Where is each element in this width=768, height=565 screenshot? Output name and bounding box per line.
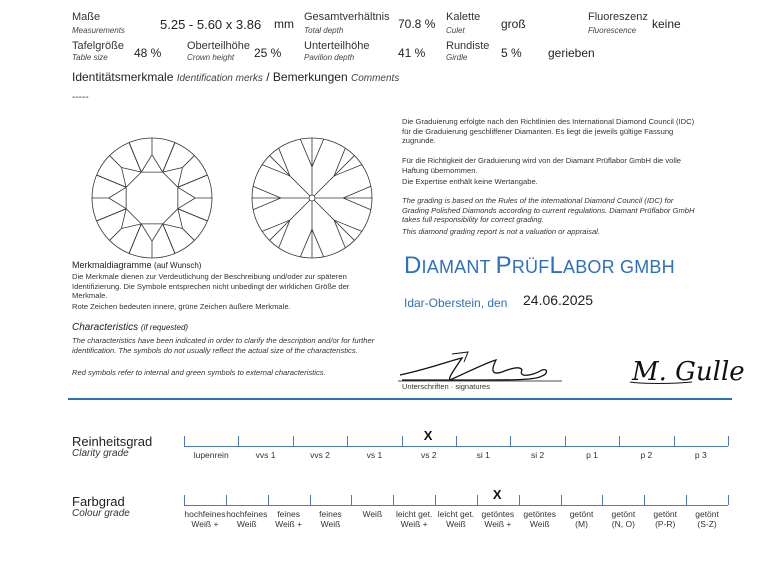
lab-name-part: D — [404, 252, 422, 279]
masse-label: Maße — [72, 11, 101, 23]
lab-name-part: L — [549, 252, 563, 279]
ober-value: 25 % — [254, 46, 282, 60]
lab-date: 24.06.2025 — [523, 292, 594, 308]
fluor-label: Fluoreszenz — [588, 11, 648, 23]
scale-tick — [456, 436, 457, 446]
ober-label: Oberteilhöhe — [187, 40, 250, 52]
grade-label-line: getönt — [695, 509, 719, 519]
grade-label-line: p 2 — [640, 450, 653, 460]
grade-label-line: vvs 1 — [255, 450, 276, 460]
signature-scribble-1 — [400, 358, 547, 380]
scale-tick — [238, 436, 239, 446]
tafel-sub: Table size — [72, 53, 108, 62]
scale-tick — [347, 436, 348, 446]
grade-label-line: vs 2 — [420, 450, 437, 460]
grading-en1: The grading is based on the Rules of the international Diamond Council (IDC) for Grading Polished Diamonds according to current regulations. Diamant Prüflabor GmbH takes full responsibility for correct grading. — [402, 196, 695, 225]
grade-label-line: si 1 — [476, 450, 490, 460]
masse-unit: mm — [274, 17, 294, 31]
scale-tick — [619, 436, 620, 446]
scale-tick — [686, 495, 687, 505]
tafel-label: Tafelgröße — [72, 40, 124, 52]
grade-label-line: Weiß — [320, 519, 341, 529]
merkmal-heading — [72, 260, 201, 270]
grade-label-line: Weiß + — [191, 519, 219, 529]
grade-label — [519, 509, 561, 529]
scale-tick — [393, 495, 394, 505]
grade-label — [268, 509, 310, 529]
grading-de3: Die Expertise enthält keine Wertangabe. — [402, 177, 538, 186]
scale-tick — [510, 436, 511, 446]
grade-label-line: (P-R) — [655, 519, 676, 529]
grading-en2: This diamond grading report is not a valuation or appraisal. — [402, 227, 600, 236]
rund-label: Rundiste — [446, 40, 490, 52]
unter-sub: Pavilion depth — [304, 53, 355, 62]
grade-label-line: lupenrein — [193, 450, 229, 460]
grade-selected-mark: X — [492, 487, 502, 502]
grade-label — [477, 509, 519, 529]
gesamt-value: 70.8 % — [398, 17, 436, 31]
grade-label-line: getönt — [653, 509, 678, 519]
ident-title2-de: Bemerkungen — [272, 70, 348, 84]
scale-tick — [728, 436, 729, 446]
divider-blue — [68, 398, 732, 400]
rund-value2: gerieben — [548, 46, 595, 60]
signatures-caption: Unterschriften · signatures — [402, 382, 490, 391]
grade-label-line: Weiß + — [275, 519, 303, 529]
grade-label-line: getönt — [569, 509, 594, 519]
fluor-sub: Fluorescence — [588, 26, 637, 35]
lab-name — [404, 252, 675, 280]
lab-city: Idar-Oberstein, den — [404, 296, 508, 310]
lab-name-part: RÜF — [511, 257, 550, 277]
masse-sub: Measurements — [72, 26, 125, 35]
grade-label — [510, 450, 564, 460]
merkmal-title: Merkmaldiagramme — [72, 260, 152, 270]
gesamt-label: Gesamtverhältnis — [304, 11, 390, 23]
grade-label-line: leicht get. — [437, 509, 475, 519]
grade-label-line: Weiß + — [484, 519, 512, 529]
grade-selected-mark: X — [423, 428, 433, 443]
grade-label — [226, 509, 268, 529]
scale-tick — [184, 436, 185, 446]
grade-label-line: Weiß — [446, 519, 466, 529]
grade-label-line: feines — [319, 509, 342, 519]
grade-label — [402, 450, 456, 460]
grade-label — [644, 509, 686, 529]
grade-label-line: Weiß — [529, 519, 550, 529]
grade-label-line: (S-Z) — [697, 519, 717, 529]
grade-label-line: Weiß — [236, 519, 257, 529]
scale-tick — [184, 495, 185, 505]
scale-axis — [184, 446, 728, 447]
scale-tick — [226, 495, 227, 505]
grade-label-line: si 2 — [530, 450, 545, 460]
scale-tick — [519, 495, 520, 505]
grade-label-line: getöntes — [523, 509, 556, 519]
unter-label: Unterteilhöhe — [304, 40, 370, 52]
grade-label — [435, 509, 477, 529]
scale-tick — [293, 436, 294, 446]
ober-sub: Crown height — [187, 53, 235, 62]
grade-label-line: vvs 2 — [310, 450, 330, 460]
kalette-label: Kalette — [446, 11, 481, 23]
grade-label-line: (M) — [575, 519, 588, 529]
merkmal-en-title: Characteristics — [72, 322, 139, 333]
pavilion-diagram — [252, 138, 372, 258]
grade-label-line: leicht get. — [395, 509, 433, 519]
kalette-sub: Culet — [446, 26, 465, 35]
grade-label — [347, 450, 401, 460]
grade-label — [184, 509, 226, 529]
merkmal-de2: Rote Zeichen bedeuten innere, grüne Zeichen äußere Merkmale. — [72, 302, 291, 311]
grade-label — [184, 450, 238, 460]
ident-sep: / — [266, 70, 270, 84]
fluor-value: keine — [652, 17, 681, 31]
grade-label — [293, 450, 347, 460]
grade-label — [674, 450, 728, 460]
grade-label — [351, 509, 393, 519]
scale-tick — [268, 495, 269, 505]
grade-label-line: Weiß + — [400, 519, 428, 529]
scale-tick — [310, 495, 311, 505]
grade-label — [310, 509, 352, 529]
grade-label — [238, 450, 292, 460]
grade-label-line: hochfeines — [184, 509, 226, 519]
ident-heading — [72, 70, 399, 84]
clarity-label-en: Clarity grade — [72, 448, 129, 459]
rund-value: 5 % — [501, 46, 522, 60]
rund-sub: Girdle — [446, 53, 468, 62]
ident-title-de: Identitätsmerkmale — [72, 70, 174, 84]
grade-label-line: p 1 — [586, 450, 598, 460]
grade-label — [456, 450, 510, 460]
lab-name-part: ABOR GMBH — [563, 257, 675, 277]
grade-label — [565, 450, 619, 460]
grade-label — [561, 509, 603, 529]
grade-label-line: p 3 — [694, 450, 707, 460]
ident-value: ----- — [72, 92, 89, 103]
colour-label-en: Colour grade — [72, 508, 130, 519]
ident-title2-en: Comments — [350, 73, 400, 84]
scale-tick — [477, 495, 478, 505]
merkmal-en1: The characteristics have been indicated in order to clarify the description and/or for further identification. The symbols do not usually reflect the actual size of the characteristics. — [72, 336, 375, 355]
ident-title-en: Identification merks — [176, 73, 263, 84]
gesamt-sub: Total depth — [304, 26, 344, 35]
lab-name-part: IAMANT — [421, 257, 496, 277]
grade-label-line: getönt — [611, 509, 636, 519]
crown-diagram — [92, 138, 212, 258]
scale-axis — [184, 505, 728, 506]
scale-tick — [561, 495, 562, 505]
grade-label — [602, 509, 644, 529]
merkmal-en-heading — [72, 322, 188, 333]
merkmal-de1: Die Merkmale dienen zur Verdeutlichung der Beschreibung und/oder zur späteren Identifizierung. Die Symbole entsprechen nicht unbedingt der wirklichen Größe der Merkmale. — [72, 272, 350, 301]
scale-tick — [644, 495, 645, 505]
merkmal-en2: Red symbols refer to internal and green symbols to external characteristics. — [72, 368, 326, 377]
grade-label-line: hochfeines — [226, 509, 268, 519]
scale-tick — [602, 495, 603, 505]
grade-label — [393, 509, 435, 529]
diamond-diagrams — [90, 134, 410, 262]
signature-name: M. Gulle — [632, 357, 745, 387]
merkmal-en-title-note: (if requested) — [140, 323, 189, 332]
scale-tick — [435, 495, 436, 505]
merkmal-title-note: (auf Wunsch) — [154, 261, 202, 270]
tafel-value: 48 % — [134, 46, 162, 60]
masse-value: 5.25 - 5.60 x 3.86 — [160, 17, 262, 32]
scale-tick — [351, 495, 352, 505]
lab-name-part: P — [495, 252, 512, 279]
grade-label-line: feines — [277, 509, 300, 519]
clarity-label-de: Reinheitsgrad — [72, 434, 153, 449]
grade-label — [686, 509, 728, 529]
kalette-value: groß — [501, 17, 526, 31]
scale-tick — [402, 436, 403, 446]
unter-value: 41 % — [398, 46, 426, 60]
grade-label — [619, 450, 673, 460]
grading-de1: Die Graduierung erfolgte nach den Richtlinien des International Diamond Council (IDC) für die Graduierung geschliffener Diamanten. Es liegt die jeweils gültige Fassung zugrunde. — [402, 117, 695, 146]
colour-label-de: Farbgrad — [72, 494, 125, 509]
scale-tick — [728, 495, 729, 505]
grading-de2: Für die Richtigkeit der Graduierung wird von der Diamant Prüflabor GmbH die volle Haftung übernommen. — [402, 156, 681, 175]
grade-label-line: (N, O) — [611, 519, 635, 529]
grade-label-line: Weiß — [362, 509, 383, 519]
scale-tick — [674, 436, 675, 446]
grade-label-line: getöntes — [481, 509, 515, 519]
grade-label-line: vs 1 — [366, 450, 383, 460]
scale-tick — [565, 436, 566, 446]
